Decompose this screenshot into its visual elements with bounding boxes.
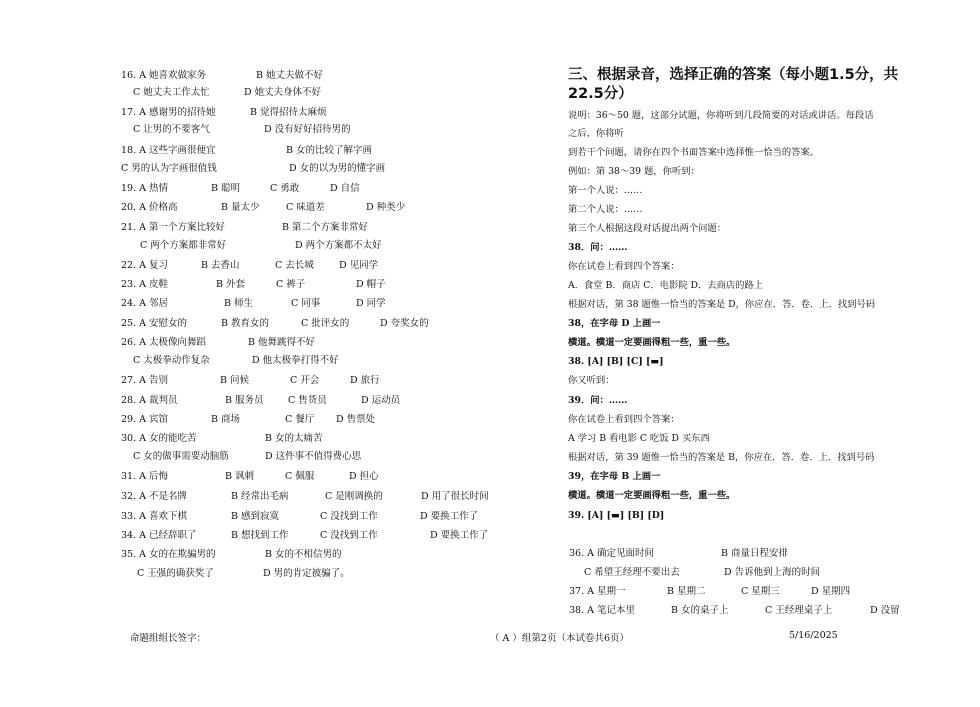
instruction-line: A 学习 B 看电影 C 吃饭 D 买东西 bbox=[568, 433, 710, 444]
question-option: D 旅行 bbox=[350, 375, 380, 386]
question-option-a: 23. A 皮鞋 bbox=[121, 279, 169, 290]
question-option-a: 34. A 已经辞职了 bbox=[121, 530, 197, 541]
question-option: D 要换工作了 bbox=[430, 530, 489, 541]
question-option: D 告诉他到上海的时间 bbox=[724, 567, 821, 578]
instruction-line: 38，在字母 D 上画一 bbox=[568, 318, 661, 329]
instruction-line: 例如：第 38～39 题，你听到： bbox=[568, 166, 700, 177]
question-option: B 想找到工作 bbox=[231, 530, 289, 541]
question-option: C 星期三 bbox=[741, 586, 780, 597]
question-option: B 她丈夫做不好 bbox=[256, 70, 324, 81]
question-option-a: 29. A 宾馆 bbox=[121, 414, 169, 425]
question-option: C 售货员 bbox=[288, 395, 327, 406]
question-option: C 开会 bbox=[290, 375, 320, 386]
question-option-a: 20. A 价格高 bbox=[121, 202, 178, 213]
question-option-a: 18. A 这些字画很便宜 bbox=[121, 145, 216, 156]
instruction-line: 39．问：…… bbox=[568, 395, 628, 406]
question-option-a: C 她丈夫工作太忙 bbox=[133, 87, 210, 98]
question-option-a: 16. A 她喜欢做家务 bbox=[121, 70, 207, 81]
instruction-line: 说明：36～50 题，这部分试题，你将听到几段简要的对话或讲话。每段话 bbox=[568, 110, 874, 121]
question-option-a: 27. A 告别 bbox=[121, 375, 169, 386]
instruction-line: 第一个人说：…… bbox=[568, 185, 643, 196]
question-option: B 他舞跳得不好 bbox=[248, 337, 316, 348]
question-option-a: 35. A 女的在欺骗男的 bbox=[121, 549, 216, 560]
question-option: C 去长城 bbox=[275, 260, 314, 271]
instruction-line: 之后，你将听 bbox=[568, 128, 624, 139]
question-option-a: 25. A 安慰女的 bbox=[121, 318, 188, 329]
question-option: 36. A 确定见面时间 bbox=[569, 548, 655, 559]
question-option: B 去香山 bbox=[201, 260, 240, 271]
question-option-a: 19. A 热情 bbox=[121, 183, 169, 194]
instruction-line: 38．问：…… bbox=[568, 242, 628, 253]
instruction-line: 你在试卷上看到四个答案： bbox=[568, 414, 680, 425]
question-option: B 觉得招待太麻烦 bbox=[250, 107, 327, 118]
question-option: D 没有好好招待男的 bbox=[264, 124, 351, 135]
section-title-line1: 三、根据录音，选择正确的答案（每小题1.5分，共 bbox=[568, 67, 899, 83]
question-option: D 用了很长时间 bbox=[421, 491, 489, 502]
question-option: C 裤子 bbox=[276, 279, 306, 290]
question-option: D 星期四 bbox=[811, 586, 851, 597]
instruction-line: 横道。横道一定要画得粗一些，重一些。 bbox=[568, 490, 736, 501]
question-option: C 没找到工作 bbox=[320, 511, 378, 522]
question-option: 38. A 笔记本里 bbox=[569, 605, 636, 616]
question-option: B 女的太痛苦 bbox=[265, 433, 323, 444]
question-option: C 餐厅 bbox=[285, 414, 315, 425]
question-option: C 王经理桌子上 bbox=[765, 605, 833, 616]
question-option-a: C 让男的不要客气 bbox=[133, 124, 210, 135]
question-option: B 外套 bbox=[216, 279, 246, 290]
question-option: D 见同学 bbox=[339, 260, 379, 271]
question-option: B 商量日程安排 bbox=[721, 548, 789, 559]
question-option-a: C 太极拳动作复杂 bbox=[133, 355, 210, 366]
question-option: B 商场 bbox=[211, 414, 241, 425]
instruction-line: 根据对话，第 39 题惟一恰当的答案是 B，你应在．答．卷．上．找到号码 bbox=[568, 452, 875, 463]
instruction-line: A．食堂 B．商店 C．电影院 D．去商店的路上 bbox=[568, 280, 764, 291]
question-option-a: 30. A 女的能吃苦 bbox=[121, 433, 197, 444]
question-option: D 这件事不值得费心思 bbox=[265, 451, 362, 462]
question-option: D 两个方案都不太好 bbox=[295, 240, 382, 251]
question-option: C 勇敢 bbox=[270, 183, 300, 194]
question-option: D 运动员 bbox=[361, 395, 401, 406]
question-option-a: C 女的做事需要动脑筋 bbox=[133, 451, 229, 462]
question-option-a: 26. A 太极像向舞蹈 bbox=[121, 337, 207, 348]
question-option: B 女的比较了解字画 bbox=[286, 145, 373, 156]
question-option-a: 33. A 喜欢下棋 bbox=[121, 511, 188, 522]
instruction-line: 横道。横道一定要画得粗一些，重一些。 bbox=[568, 337, 736, 348]
question-option: B 问候 bbox=[220, 375, 250, 386]
instruction-line: 38. [A] [B] [C] [▬] bbox=[568, 356, 664, 367]
question-option: D 男的肯定被骗了。 bbox=[263, 568, 350, 579]
question-option: B 服务员 bbox=[225, 395, 264, 406]
question-option: B 经常出毛病 bbox=[231, 491, 289, 502]
question-option: B 聪明 bbox=[211, 183, 241, 194]
question-option: B 第二个方案非常好 bbox=[282, 222, 369, 233]
question-option: C 同事 bbox=[291, 298, 321, 309]
instruction-line: 根据对话，第 38 题惟一恰当的答案是 D，你应在．答．卷．上．找到号码 bbox=[568, 299, 876, 310]
instruction-line: 第三个人根据这段对话提出两个问题： bbox=[568, 223, 727, 234]
question-option: D 夸奖女的 bbox=[380, 318, 429, 329]
question-option: C 没找到工作 bbox=[320, 530, 378, 541]
question-option-a: C 王强的确获奖了 bbox=[137, 568, 214, 579]
instruction-line: 39，在字母 B 上画一 bbox=[568, 471, 661, 482]
question-option-a: 31. A 后悔 bbox=[121, 471, 169, 482]
question-option: B 教育女的 bbox=[221, 318, 270, 329]
question-option: D 他太极拳打得不好 bbox=[252, 355, 339, 366]
question-option: C 是刚调换的 bbox=[325, 491, 383, 502]
question-option-a: 21. A 第一个方案比较好 bbox=[121, 222, 226, 233]
question-option: C 佩服 bbox=[285, 471, 315, 482]
question-option-a: C 男的认为字画很值钱 bbox=[121, 163, 217, 174]
question-option: D 没留 bbox=[870, 605, 900, 616]
instruction-line: 到若干个问题，请你在四个书面答案中选择惟一恰当的答案。 bbox=[568, 147, 820, 158]
question-option: D 要换工作了 bbox=[420, 511, 479, 522]
question-option: D 自信 bbox=[330, 183, 360, 194]
instruction-line: 你在试卷上看到四个答案： bbox=[568, 261, 680, 272]
question-option-a: 17. A 感谢男的招待她 bbox=[121, 107, 216, 118]
question-option: B 师生 bbox=[224, 298, 254, 309]
question-option: B 星期二 bbox=[667, 586, 706, 597]
question-option: B 讽刺 bbox=[225, 471, 255, 482]
question-option: B 量太少 bbox=[221, 202, 260, 213]
footer-signature-label: 命题组组长签字： bbox=[130, 633, 207, 644]
question-option: 37. A 星期一 bbox=[569, 586, 626, 597]
question-option-a: C 两个方案都非常好 bbox=[140, 240, 227, 251]
question-option-a: 22. A 复习 bbox=[121, 260, 169, 271]
footer-page-info: （ A ）组第2页（本试卷共6页） bbox=[490, 633, 629, 644]
question-option: D 同学 bbox=[356, 298, 386, 309]
instruction-line: 第二个人说：…… bbox=[568, 204, 643, 215]
question-option: D 种类少 bbox=[366, 202, 406, 213]
question-option: D 售票处 bbox=[336, 414, 376, 425]
section-title-line2: 22.5分） bbox=[568, 86, 633, 102]
question-option-a: 24. A 邻居 bbox=[121, 298, 169, 309]
question-option: D 她丈夫身体不好 bbox=[244, 87, 322, 98]
question-option: D 女的以为男的懂字画 bbox=[289, 163, 386, 174]
question-option: B 感到寂寞 bbox=[231, 511, 280, 522]
question-option-a: 28. A 裁判员 bbox=[121, 395, 178, 406]
question-option-a: 32. A 不是名牌 bbox=[121, 491, 188, 502]
question-option: D 帽子 bbox=[356, 279, 386, 290]
instruction-line: 39. [A] [▬] [B] [D] bbox=[568, 510, 665, 521]
question-option: C 希望王经理不要出去 bbox=[584, 567, 680, 578]
footer-date: 5/16/2025 bbox=[789, 630, 838, 641]
question-option: B 女的不相信男的 bbox=[265, 549, 342, 560]
instruction-line: 你又听到： bbox=[568, 375, 615, 386]
question-option: C 批评女的 bbox=[301, 318, 350, 329]
question-option: D 担心 bbox=[349, 471, 379, 482]
question-option: C 味道差 bbox=[286, 202, 325, 213]
question-option: B 女的桌子上 bbox=[671, 605, 729, 616]
